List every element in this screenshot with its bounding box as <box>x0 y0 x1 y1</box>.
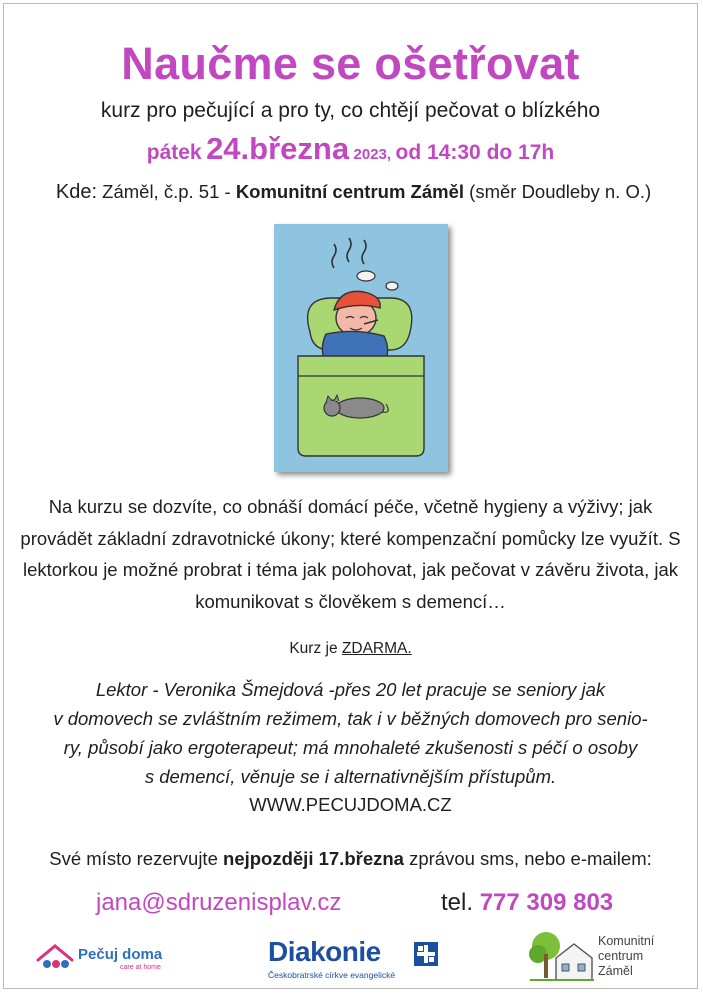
contact-email: jana@sdruzenisplav.cz <box>96 889 342 916</box>
kcz-line: Komunitní <box>598 934 655 948</box>
diakonie-subtitle: Českobratrské církve evangelické <box>268 970 396 980</box>
event-date <box>4 131 697 167</box>
location-direction: (směr Doudleby n. O.) <box>469 181 652 202</box>
price-note <box>4 640 697 658</box>
pecuj-doma-logo <box>34 942 184 978</box>
lector-line: s demencí, věnuje se i alternativnějším přístupům. <box>144 766 557 787</box>
poster <box>3 3 698 989</box>
event-day: 24.března <box>206 131 350 166</box>
poster-subtitle: kurz pro pečující a pro ty, co chtějí pečovat o blízkého <box>100 99 601 122</box>
website: WWW.PECUJDOMA.CZ <box>249 794 452 815</box>
diakonie-logo <box>266 936 444 984</box>
lector-line: ry, působí jako ergoterapeut; má mnohaleté zkušenosti s péčí o osoby <box>63 737 638 758</box>
komunitni-centrum-logo <box>526 928 691 986</box>
location-address: Záměl, č.p. 51 - <box>102 181 231 202</box>
pecuj-doma-name: Pečuj doma <box>78 946 163 963</box>
event-weekday: pátek <box>146 141 202 164</box>
event-time: od 14:30 do 17h <box>395 141 555 164</box>
phone-label: tel. <box>441 889 474 916</box>
price-prefix: Kurz je <box>289 640 338 657</box>
event-location <box>16 181 691 204</box>
lector-line: Lektor - Veronika Šmejdová -přes 20 let pracuje se seniory jak <box>95 679 606 700</box>
kcz-line: Záměl <box>598 964 633 978</box>
tree-house-icon <box>526 928 596 984</box>
location-venue: Komunitní centrum Záměl <box>235 181 465 202</box>
phone-number: 777 309 803 <box>479 889 614 916</box>
pecuj-doma-tagline: care at home <box>120 964 161 971</box>
poster-title: Naučme se ošetřovat <box>121 38 580 89</box>
sick-person-in-bed-illustration <box>274 224 448 472</box>
contact-phone <box>441 889 613 917</box>
location-label: Kde: <box>55 181 98 203</box>
lector-line: v domovech se zvláštním režimem, tak i v běžných domovech pro senio- <box>53 708 648 729</box>
reserve-prefix: Své místo rezervujte <box>49 848 218 869</box>
reserve-deadline: nejpozději 17.března <box>223 848 404 869</box>
house-hearts-icon <box>34 942 76 972</box>
diakonie-cross-icon <box>414 942 438 966</box>
diakonie-name: Diakonie <box>268 936 381 967</box>
komunitni-centrum-text <box>598 934 654 979</box>
reservation-note <box>8 848 693 870</box>
reserve-suffix: zprávou sms, nebo e-mailem: <box>409 848 652 869</box>
price-free: ZDARMA. <box>341 640 412 657</box>
course-description: Na kurzu se dozvíte, co obnáší domácí péče, včetně hygieny a výživy; jak provádět základní zdravotnické úkony; které kompenzační pomůcky lze využít. S lektorkou je možné probrat i téma jak polohovat, jak pečovat v závěru života, jak komunikovat s člověkem s demencí… <box>20 496 681 612</box>
lector-info <box>12 675 689 791</box>
kcz-line: centrum <box>598 949 644 963</box>
event-year: 2023, <box>353 146 392 163</box>
